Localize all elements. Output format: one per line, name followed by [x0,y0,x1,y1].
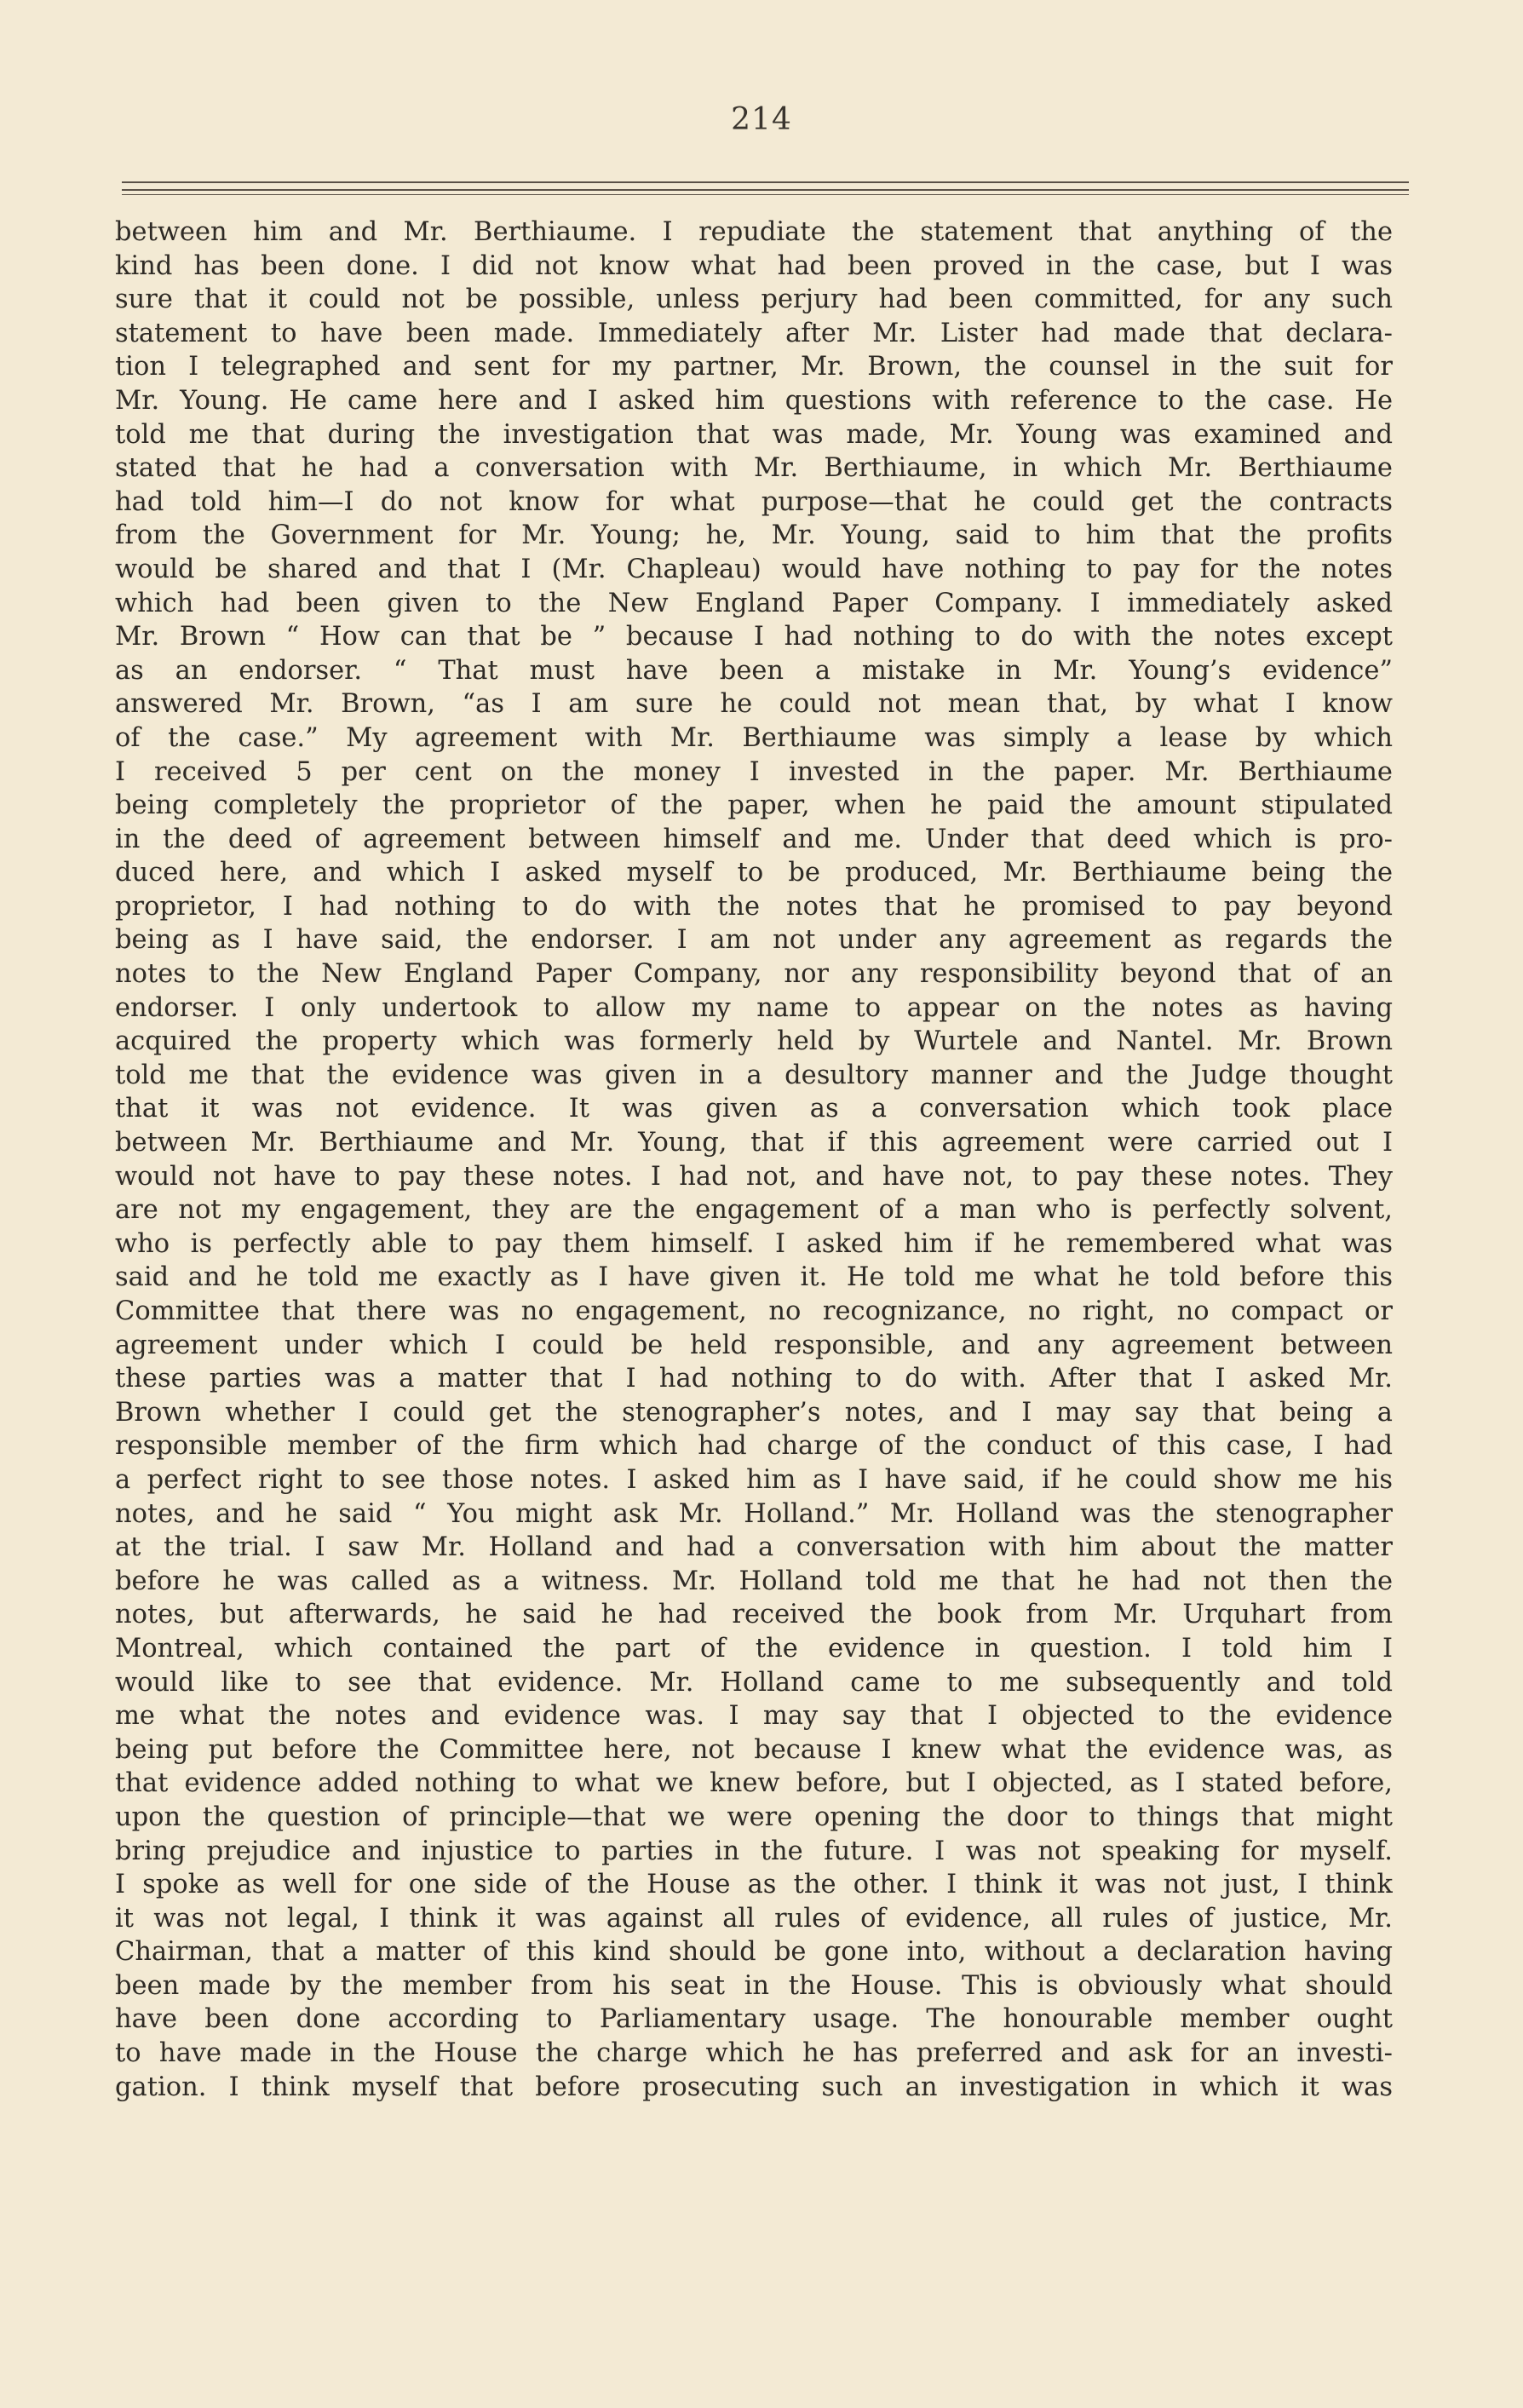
text-line: Chairman, that a matter of this kind should be gone into, without a declaration having [115,1937,1393,1968]
text-line: I received 5 per cent on the money I invested in the paper. Mr. Berthiaume [115,756,1393,787]
header-rule-middle [122,189,1409,191]
text-line: bring prejudice and injustice to parties in the future. I was not speaking for myself. [115,1836,1393,1866]
text-line: that evidence added nothing to what we knew before, but I objected, as I stated before, [115,1768,1393,1799]
text-line: it was not legal, I think it was against all rules of evidence, all rules of justice, Mr. [115,1903,1393,1934]
text-line: Mr. Young. He came here and I asked him questions with reference to the case. He [115,385,1393,416]
text-line: between him and Mr. Berthiaume. I repudiate the statement that anything of the [115,217,1393,247]
text-line: gation. I think myself that before prosecuting such an investigation in which it was [115,2072,1393,2102]
text-line: being as I have said, the endorser. I am not under any agreement as regards the [115,925,1393,956]
text-line: upon the question of principle—that we were opening the door to things that might [115,1802,1393,1832]
text-line: Montreal, which contained the part of the evidence in question. I told him I [115,1633,1393,1664]
text-line: sure that it could not be possible, unless perjury had been committed, for any such [115,284,1393,315]
text-line: agreement under which I could be held responsible, and any agreement between [115,1330,1393,1360]
text-line: these parties was a matter that I had nothing to do with. After that I asked Mr. [115,1364,1393,1394]
text-line: I spoke as well for one side of the House as the other. I think it was not just, I think [115,1870,1393,1900]
text-line: proprietor, I had nothing to do with the notes that he promised to pay beyond [115,891,1393,922]
text-line: responsible member of the firm which had charge of the conduct of this case, I had [115,1431,1393,1462]
text-line: Committee that there was no engagement, no recognizance, no right, no compact or [115,1296,1393,1326]
header-rule-top [122,181,1409,183]
text-line: notes to the New England Paper Company, nor any responsibility beyond that of an [115,959,1393,990]
text-line: notes, but afterwards, he said he had received the book from Mr. Urquhart from [115,1600,1393,1630]
text-line: been made by the member from his seat in the House. This is obviously what should [115,1970,1393,2001]
text-line: tion I telegraphed and sent for my partner, Mr. Brown, the counsel in the suit for [115,352,1393,382]
page-number: 214 [731,102,792,137]
header-rule-bottom [122,194,1409,195]
text-line: before he was called as a witness. Mr. Holland told me that he had not then the [115,1566,1393,1596]
text-line: answered Mr. Brown, “as I am sure he could not mean that, by what I know [115,689,1393,720]
text-line: would like to see that evidence. Mr. Holland came to me subsequently and told [115,1667,1393,1698]
text-line: as an endorser. “ That must have been a mistake in Mr. Young’s evidence” [115,655,1393,686]
text-line: acquired the property which was formerly held by Wurtele and Nantel. Mr. Brown [115,1026,1393,1057]
text-line: Brown whether I could get the stenographer’s notes, and I may say that being a [115,1397,1393,1428]
text-line: had told him—I do not know for what purpose—that he could get the contracts [115,486,1393,517]
text-line: statement to have been made. Immediately after Mr. Lister had made that declara- [115,318,1393,348]
text-line: being put before the Committee here, not because I knew what the evidence was, as [115,1734,1393,1765]
text-line: of the case.” My agreement with Mr. Berthiaume was simply a lease by which [115,722,1393,753]
text-line: notes, and he said “ You might ask Mr. Holland.” Mr. Holland was the stenographer [115,1498,1393,1529]
text-line: stated that he had a conversation with Mr. Berthiaume, in which Mr. Berthiaume [115,453,1393,484]
text-line: kind has been done. I did not know what had been proved in the case, but I was [115,250,1393,281]
text-line: would not have to pay these notes. I had not, and have not, to pay these notes. They [115,1161,1393,1192]
text-line: told me that the evidence was given in a desultory manner and the Judge thought [115,1060,1393,1090]
text-line: that it was not evidence. It was given as a conversation which took place [115,1094,1393,1124]
text-line: who is perfectly able to pay them himself. I asked him if he remembered what was [115,1228,1393,1259]
text-line: at the trial. I saw Mr. Holland and had a conversation with him about the matter [115,1532,1393,1563]
text-line: Mr. Brown “ How can that be ” because I had nothing to do with the notes except [115,622,1393,652]
text-line: have been done according to Parliamentary usage. The honourable member ought [115,2004,1393,2035]
body-text [115,216,1393,2379]
text-line: duced here, and which I asked myself to be produced, Mr. Berthiaume being the [115,858,1393,888]
text-line: endorser. I only undertook to allow my name to appear on the notes as having [115,992,1393,1023]
text-line: in the deed of agreement between himself and me. Under that deed which is pro- [115,824,1393,854]
text-line: me what the notes and evidence was. I may say that I objected to the evidence [115,1701,1393,1732]
text-line: between Mr. Berthiaume and Mr. Young, that if this agreement were carried out I [115,1128,1393,1158]
text-line: to have made in the House the charge which he has preferred and ask for an investi- [115,2038,1393,2069]
text-line: would be shared and that I (Mr. Chapleau) would have nothing to pay for the notes [115,554,1393,584]
text-line: said and he told me exactly as I have given it. He told me what he told before this [115,1262,1393,1293]
text-line: are not my engagement, they are the engagement of a man who is perfectly solvent, [115,1195,1393,1226]
text-line: from the Government for Mr. Young; he, Mr. Young, said to him that the profits [115,520,1393,551]
text-line: being completely the proprietor of the paper, when he paid the amount stipulated [115,790,1393,821]
text-line: which had been given to the New England Paper Company. I immediately asked [115,588,1393,618]
text-line: told me that during the investigation that was made, Mr. Young was examined and [115,419,1393,450]
text-line: a perfect right to see those notes. I asked him as I have said, if he could show me his [115,1464,1393,1495]
